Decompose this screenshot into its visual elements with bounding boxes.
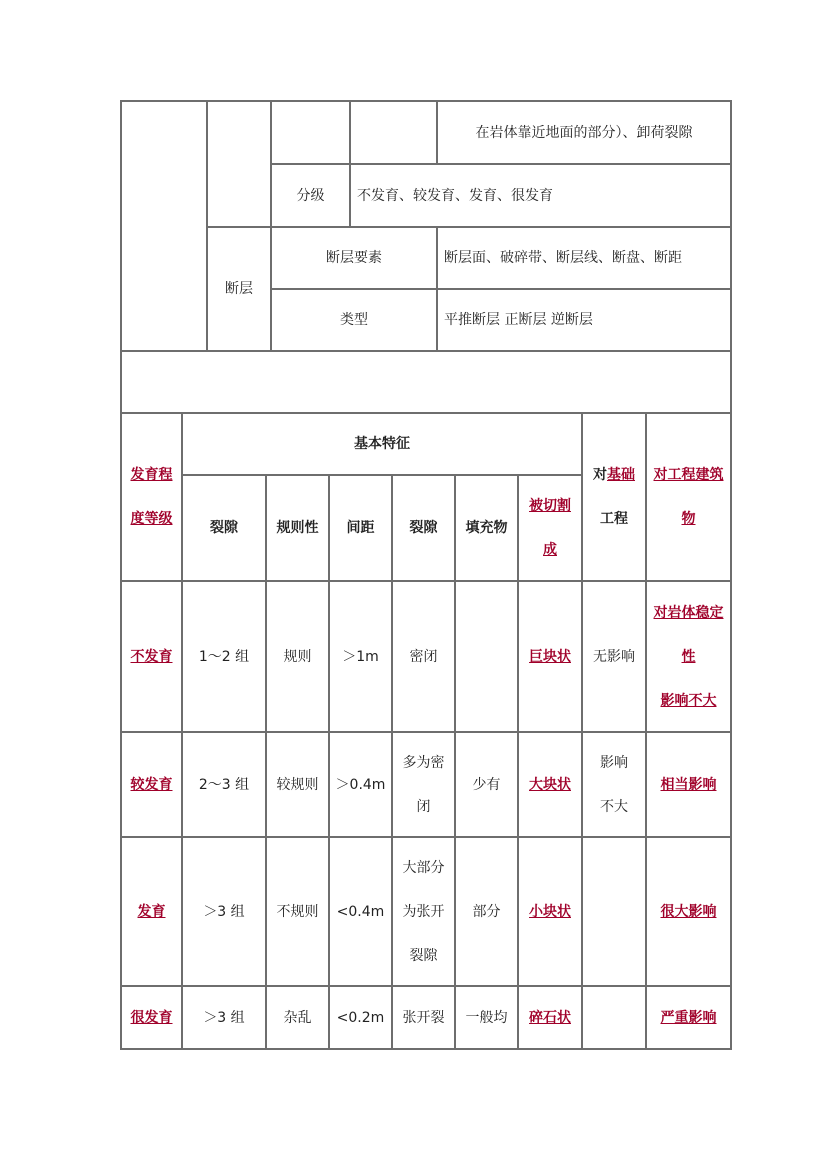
cell-filling: 部分 xyxy=(472,903,501,920)
cell-filling: 一般均 xyxy=(465,1009,508,1026)
header-spacing: 间距 xyxy=(346,520,375,536)
cell-spacing: ＞1m xyxy=(342,648,379,665)
grading-value: 不发育、较发育、发育、很发育 xyxy=(357,187,553,204)
cell-foundation: 无影响 xyxy=(593,648,635,665)
cell-regularity: 规则 xyxy=(283,648,312,665)
cell-groups: ＞3 组 xyxy=(203,1009,245,1026)
cell-state: 密闭 xyxy=(409,648,438,665)
cell-spacing: <0.4m xyxy=(336,903,385,920)
cell-foundation: 影响 不大 xyxy=(600,754,628,815)
cell-spacing: ＞0.4m xyxy=(335,776,386,793)
cell-state: 张开裂 xyxy=(402,1009,445,1026)
fault-label: 断层 xyxy=(225,281,253,297)
cell-level: 较发育 xyxy=(130,776,173,793)
fault-elements-label: 断层要素 xyxy=(326,250,382,266)
cell-level: 很发育 xyxy=(130,1009,173,1026)
header-fissure-state: 裂隙 xyxy=(409,520,438,536)
cell-filling: 少有 xyxy=(472,776,501,793)
cell-groups: ＞3 组 xyxy=(203,903,245,920)
cell-building: 很大影响 xyxy=(660,903,717,920)
fault-type-label: 类型 xyxy=(340,312,368,328)
cell-building: 相当影响 xyxy=(660,776,717,793)
header-foundation-line1 xyxy=(593,453,635,497)
cell-regularity: 较规则 xyxy=(276,776,319,793)
fault-type-value: 平推断层 正断层 逆断层 xyxy=(444,312,593,328)
cell-building: 严重影响 xyxy=(660,1009,717,1026)
header-foundation-link[interactable]: 基础 xyxy=(607,467,635,483)
header-basic-features: 基本特征 xyxy=(354,436,410,452)
header-cut-into: 被切割 成 xyxy=(529,498,571,558)
cell-groups: 2～3 组 xyxy=(198,776,250,793)
cell-spacing: <0.2m xyxy=(336,1009,385,1026)
cell-regularity: 杂乱 xyxy=(283,1009,312,1026)
header-development-degree: 发育程 度等级 xyxy=(130,467,173,527)
cell-filling xyxy=(456,582,517,731)
cell-foundation xyxy=(583,987,645,1048)
cell-foundation xyxy=(583,838,645,985)
cell-state: 大部分 为张开 裂隙 xyxy=(402,859,445,964)
header-building: 对工程建筑 物 xyxy=(653,467,724,527)
header-foundation-prefix: 对 xyxy=(593,467,607,483)
cell-building: 对岩体稳定 性 影响不大 xyxy=(653,604,724,709)
header-regularity: 规则性 xyxy=(276,520,319,536)
cell-state: 多为密 闭 xyxy=(402,754,445,815)
header-foundation xyxy=(583,414,645,580)
cell-cut: 大块状 xyxy=(529,776,571,793)
header-filling: 填充物 xyxy=(465,520,508,536)
cell-groups: 1～2 组 xyxy=(198,648,250,665)
grading-label: 分级 xyxy=(296,187,325,204)
cell-level: 不发育 xyxy=(130,648,173,665)
fissure-types-text: 在岩体靠近地面的部分）、卸荷裂隙 xyxy=(475,124,693,141)
cell-regularity: 不规则 xyxy=(276,903,319,920)
fault-elements-value: 断层面、破碎带、断层线、断盘、断距 xyxy=(444,250,682,266)
cell-cut: 小块状 xyxy=(529,903,571,920)
cell-cut: 碎石状 xyxy=(529,1009,571,1026)
header-fissure-groups: 裂隙 xyxy=(210,520,238,536)
cell-level: 发育 xyxy=(137,903,166,920)
header-foundation-suffix: 工程 xyxy=(600,511,628,527)
cell-cut: 巨块状 xyxy=(529,648,571,665)
